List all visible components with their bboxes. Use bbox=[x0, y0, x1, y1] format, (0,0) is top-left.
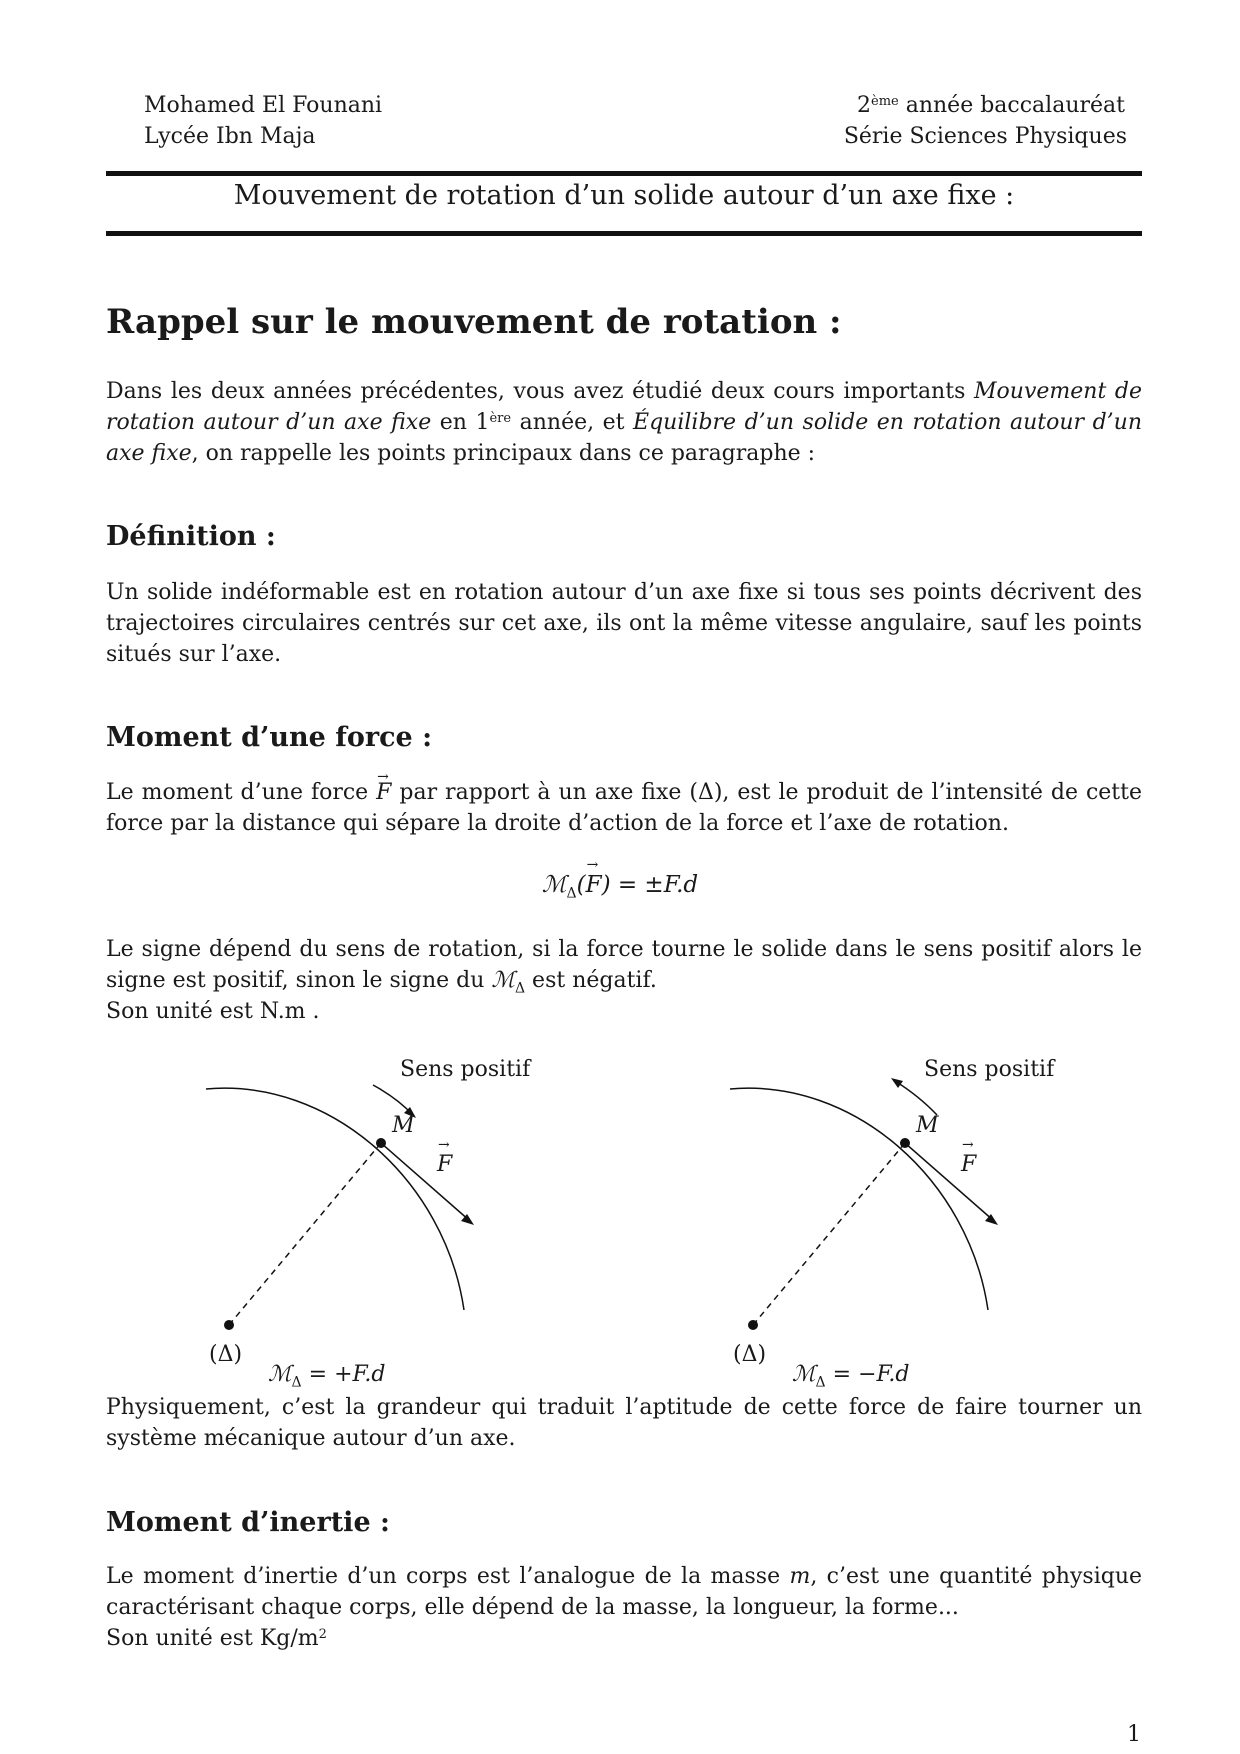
axis-point-left bbox=[224, 1320, 234, 1330]
moment-force-definition: Le moment d’une force → F par rapport à un axe fixe (Δ), est le produit de l’intensité de cette force par la distance qui sépare la droite d’action de la force et l’axe de rotation. bbox=[106, 777, 1142, 839]
radius-dashed-left bbox=[229, 1143, 381, 1325]
sens-positif-label-right: Sens positif bbox=[924, 1057, 1055, 1082]
intro-paragraph: Dans les deux années précédentes, vous avez étudié deux cours importants Mouvement de rotation autour d’un axe fixe en 1ère année, et Équilibre d’un solide en rotation autour d’un axe fixe, on rappelle les points principaux dans ce paragraphe : bbox=[106, 379, 1143, 466]
force-label-left: → F bbox=[437, 1152, 452, 1177]
inertie-heading: Moment d’inertie : bbox=[106, 1507, 390, 1538]
document-title: Mouvement de rotation d’un solide autour d’un axe fixe : bbox=[233, 180, 1015, 211]
section-title: Rappel sur le mouvement de rotation : bbox=[106, 302, 842, 342]
force-label-right: → F bbox=[961, 1152, 976, 1177]
inertie-definition: Le moment d’inertie d’un corps est l’analogue de la masse m, c’est une quantité physique caractérisant chaque corps, elle dépend de la masse, la longueur, la forme... bbox=[106, 1564, 1143, 1620]
radius-dashed-right bbox=[753, 1143, 905, 1325]
point-m-left bbox=[376, 1138, 386, 1148]
physical-meaning: Physiquement, c’est la grandeur qui traduit l’aptitude de cette force de faire tourner un système mécanique autour d’un axe. bbox=[106, 1395, 1142, 1451]
force-vector-right bbox=[905, 1143, 994, 1221]
sign-explanation: Le signe dépend du sens de rotation, si la force tourne le solide dans le sens positif alors le signe est positif, sinon le signe du ℳ$_\Delta$ est négatif. bbox=[106, 937, 1142, 997]
sens-arrowhead-right bbox=[891, 1078, 903, 1088]
sens-arrow-right bbox=[895, 1081, 937, 1115]
moment-negative-label: ℳ$_\Delta$ = −F.d bbox=[792, 1362, 910, 1391]
axis-label-right: (Δ) bbox=[733, 1342, 767, 1367]
axis-label-left: (Δ) bbox=[209, 1342, 243, 1367]
moment-formula: ℳ$_\Delta$(→ F) = ±F.d bbox=[0, 872, 1240, 902]
trajectory-arc-left bbox=[206, 1088, 464, 1310]
moment-positive-label: ℳ$_\Delta$ = +F.d bbox=[268, 1362, 386, 1391]
level-label: 2ème année baccalauréat bbox=[857, 93, 1125, 118]
definition-heading: Définition : bbox=[106, 521, 276, 552]
point-m-right bbox=[900, 1138, 910, 1148]
axis-point-right bbox=[748, 1320, 758, 1330]
point-m-label-left: M bbox=[392, 1113, 415, 1138]
sens-positif-label-left: Sens positif bbox=[400, 1057, 531, 1082]
school-name: Lycée Ibn Maja bbox=[144, 124, 316, 149]
moment-unit: Son unité est N.m . bbox=[106, 999, 320, 1024]
author-name: Mohamed El Founani bbox=[144, 93, 383, 118]
page-number: 1 bbox=[1127, 1722, 1141, 1747]
point-m-label-right: M bbox=[916, 1113, 939, 1138]
force-vector-left bbox=[381, 1143, 470, 1221]
moment-force-heading: Moment d’une force : bbox=[106, 722, 433, 753]
series-label: Série Sciences Physiques bbox=[843, 124, 1127, 149]
trajectory-arc-right bbox=[730, 1088, 988, 1310]
definition-text: Un solide indéformable est en rotation autour d’un axe fixe si tous ses points décrivent des trajectoires circulaires centrés sur cet axe, ils ont la même vitesse angulaire, sauf les points situés sur l’axe. bbox=[106, 580, 1142, 667]
inertie-unit: Son unité est $Kg/m^2$ bbox=[106, 1626, 327, 1651]
